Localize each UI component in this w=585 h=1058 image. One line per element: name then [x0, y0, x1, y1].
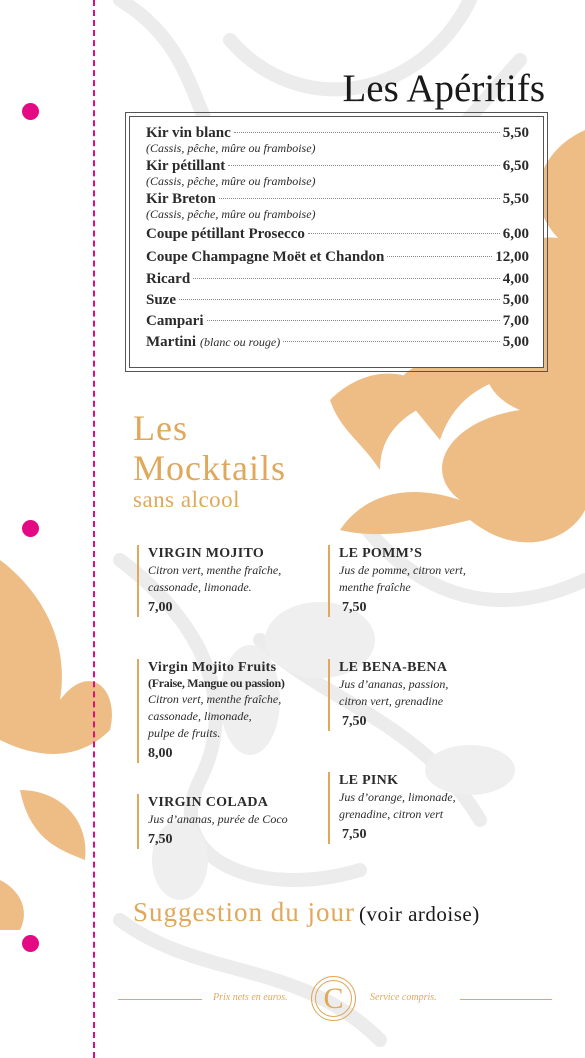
footer	[0, 992, 585, 1011]
suggestion-title: Suggestion du jour	[133, 897, 356, 927]
list-item	[146, 291, 529, 309]
dot-leader	[228, 165, 499, 166]
item-name: Ricard	[146, 271, 191, 287]
footer-prices-note: Prix nets en euros.	[213, 992, 288, 1003]
dot-leader	[234, 132, 500, 133]
mocktail-price: 7,50	[342, 714, 367, 729]
aperitifs-price-list	[129, 116, 544, 368]
mocktail-description: Jus d’orange, limonade,	[339, 790, 456, 804]
mocktails-title-line2: Mocktails	[133, 448, 286, 488]
dot-leader	[308, 233, 500, 234]
mocktail-description: pulpe de fruits.	[148, 726, 221, 740]
mocktail-description: Jus d’ananas, purée de Coco	[148, 812, 288, 826]
item-name: Suze	[146, 292, 176, 308]
list-item	[146, 224, 529, 244]
mocktail-price: 7,00	[148, 600, 173, 615]
mocktail-description: Citron vert, menthe fraîche,	[148, 563, 282, 577]
dot-leader	[387, 256, 492, 257]
mocktail-le-pomms	[328, 545, 466, 617]
item-price: 6,00	[502, 226, 529, 242]
item-price: 5,50	[502, 125, 529, 141]
mocktail-name: LE PINK	[339, 773, 399, 788]
dot-leader	[193, 278, 500, 279]
item-price: 5,50	[502, 191, 529, 207]
item-price: 5,00	[502, 292, 529, 308]
mocktails-title	[133, 408, 286, 512]
mocktails-subtitle: sans alcool	[133, 487, 241, 512]
binder-dashed-line	[93, 0, 95, 1058]
dot-leader	[219, 198, 500, 199]
item-options: (Cassis, pêche, mûre ou framboise)	[146, 174, 316, 188]
mocktail-name: VIRGIN MOJITO	[148, 546, 265, 561]
item-options: (blanc ou rouge)	[200, 335, 281, 349]
item-name: Martini	[146, 334, 196, 350]
item-options: (Cassis, pêche, mûre ou framboise)	[146, 141, 316, 155]
binder-hole	[22, 103, 39, 120]
mocktail-description: cassonade, limonade,	[148, 709, 252, 723]
footer-rule	[460, 999, 552, 1000]
mocktail-price: 8,00	[148, 746, 173, 761]
mocktail-description: Jus d’ananas, passion,	[339, 677, 449, 691]
item-name: Coupe Champagne Moët et Chandon	[146, 249, 385, 265]
mocktail-le-pink	[328, 772, 456, 844]
list-item	[146, 312, 529, 330]
binder-hole	[22, 520, 39, 537]
aperitifs-title: Les Apéritifs	[342, 67, 545, 110]
item-name: Campari	[146, 313, 204, 329]
mocktail-virgin-mojito	[137, 545, 281, 617]
item-price: 12,00	[495, 249, 529, 265]
suggestion-note: (voir ardoise)	[359, 902, 480, 926]
mocktail-description: citron vert, grenadine	[339, 694, 444, 708]
footer-service-note: Service compris.	[370, 992, 437, 1003]
mocktail-description: Jus de pomme, citron vert,	[339, 563, 466, 577]
dot-leader	[207, 320, 500, 321]
item-price: 7,00	[502, 313, 529, 329]
mocktail-options: (Fraise, Mangue ou passion)	[148, 676, 285, 690]
item-price: 6,50	[502, 158, 529, 174]
list-item	[146, 125, 529, 155]
list-item	[146, 333, 529, 351]
mocktail-name: Virgin Mojito Fruits	[148, 660, 277, 675]
item-name: Coupe pétillant Prosecco	[146, 226, 305, 242]
mocktail-name: LE BENA-BENA	[339, 660, 448, 675]
logo-letter: C	[323, 981, 344, 1015]
mocktail-description: menthe fraîche	[339, 580, 411, 594]
mocktails-title-line1: Les	[133, 408, 188, 448]
binder-hole	[22, 935, 39, 952]
dot-leader	[179, 299, 500, 300]
list-item	[146, 270, 529, 288]
suggestion-du-jour	[133, 897, 480, 928]
item-options: (Cassis, pêche, mûre ou framboise)	[146, 207, 316, 221]
dot-leader	[283, 341, 500, 342]
mocktail-virgin-colada	[137, 794, 288, 849]
item-name: Kir pétillant	[146, 158, 226, 174]
list-item	[146, 191, 529, 221]
c-monogram-icon	[311, 976, 356, 1021]
mocktail-le-bena-bena	[328, 659, 448, 731]
mocktail-price: 7,50	[148, 832, 173, 847]
item-price: 5,00	[502, 334, 529, 350]
item-price: 4,00	[502, 271, 529, 287]
list-item	[146, 247, 529, 267]
mocktail-description: cassonade, limonade.	[148, 580, 252, 594]
mocktail-description: Citron vert, menthe fraîche,	[148, 692, 282, 706]
mocktail-price: 7,50	[342, 827, 367, 842]
item-name: Kir Breton	[146, 191, 216, 207]
item-name: Kir vin blanc	[146, 125, 231, 141]
mocktail-virgin-mojito-fruits	[137, 659, 285, 763]
footer-rule	[118, 999, 202, 1000]
mocktail-name: LE POMM’S	[339, 546, 423, 561]
mocktail-description: grenadine, citron vert	[339, 807, 444, 821]
mocktail-price: 7,50	[342, 600, 367, 615]
mocktail-name: VIRGIN COLADA	[148, 795, 269, 810]
list-item	[146, 158, 529, 188]
